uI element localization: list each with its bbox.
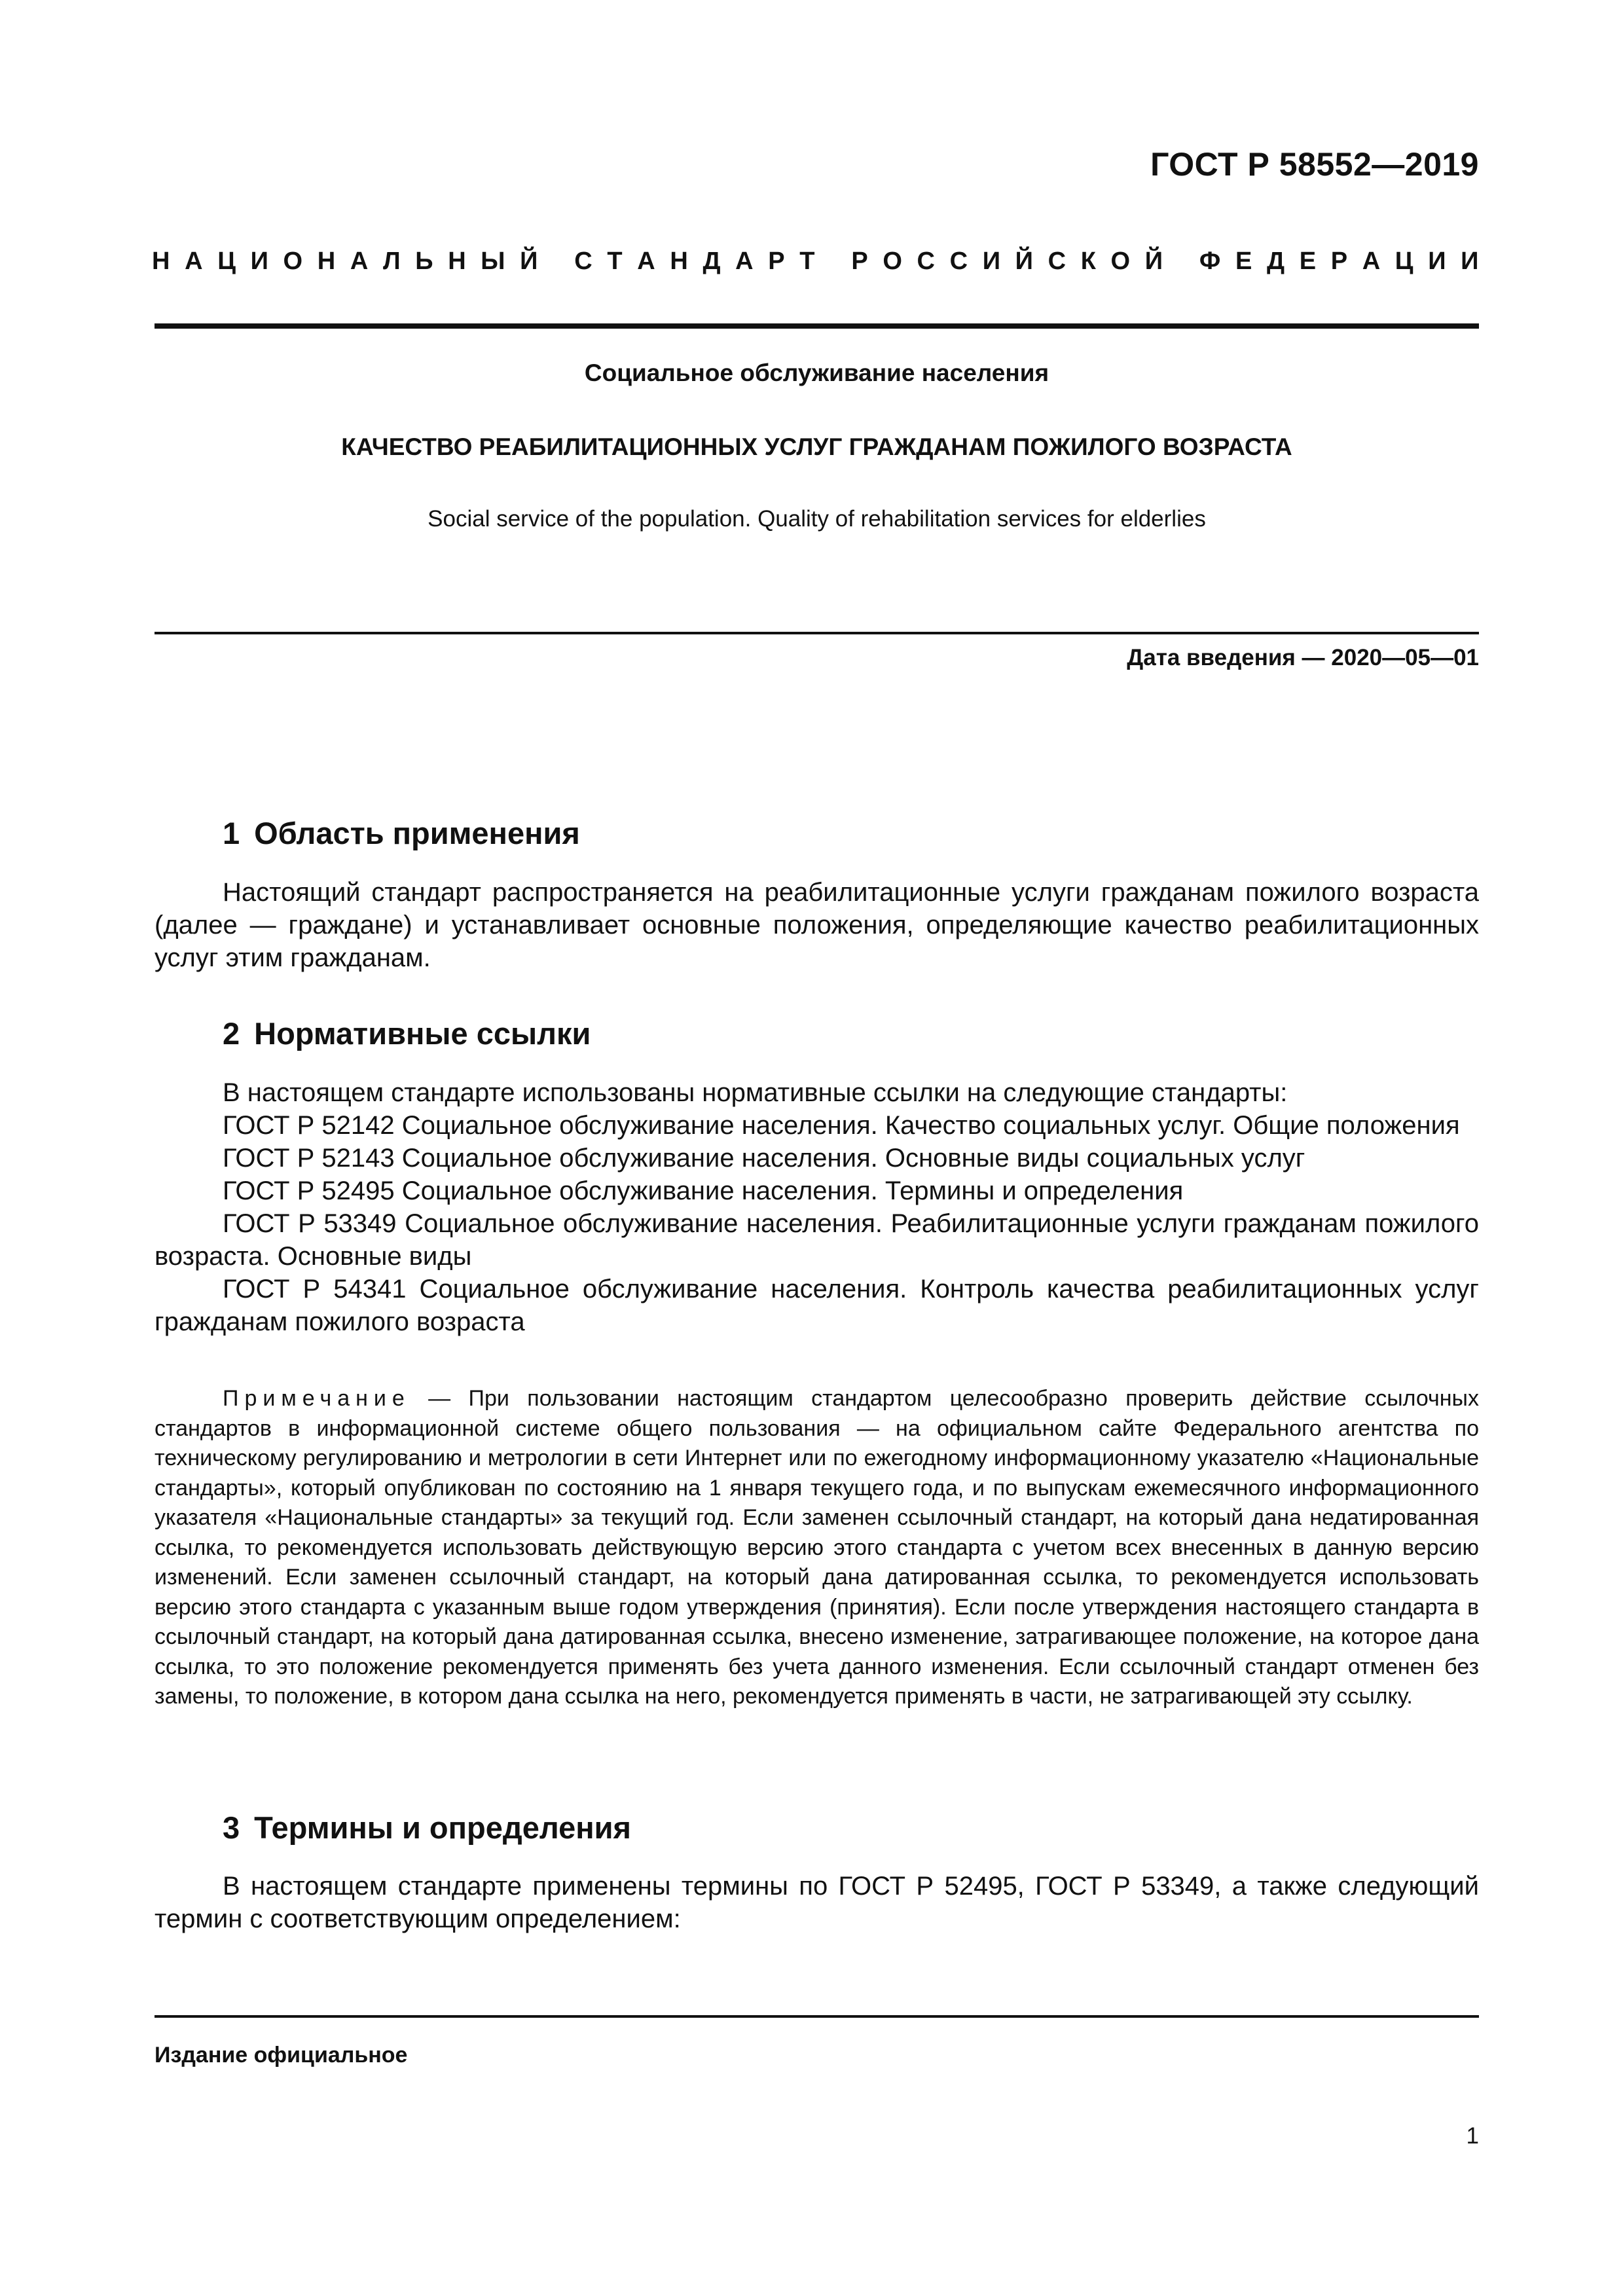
banner-letter: О [283,247,303,275]
banner-letter: Т [799,247,815,275]
reference-item: ГОСТ Р 53349 Социальное обслуживание населения. Реабилитационные услуги гражданам пожилого возраста. Основные виды [155,1209,1479,1271]
page-number: 1 [1466,2123,1479,2149]
banner-letter: Й [520,247,538,275]
banner-letter: С [949,247,968,275]
banner-letter: Ф [1199,247,1221,275]
banner-letter: И [250,247,268,275]
banner-letter [1178,247,1185,276]
banner-letter: С [574,247,593,275]
banner-letter: А [637,247,655,275]
banner-letter: А [350,247,369,275]
section-3-title: Термины и определения [254,1810,631,1845]
reference-item: ГОСТ Р 52142 Социальное обслуживание населения. Качество социальных услуг. Общие положения [223,1111,1460,1140]
introduction-date: Дата введения — 2020—05—01 [1127,645,1479,670]
section-2-title: Нормативные ссылки [254,1016,591,1051]
title-rule [155,632,1479,634]
banner-letter: Ц [217,247,236,275]
banner-letter: И [1428,247,1446,275]
national-standard-banner [152,247,1479,276]
banner-letter: Л [382,247,401,275]
standard-title-english: Social service of the population. Quality of rehabilitation services for elderlies [428,506,1206,532]
reference-item: ГОСТ Р 52143 Социальное обслуживание населения. Основные виды социальных услуг [223,1144,1305,1173]
banner-letter: А [735,247,754,275]
banner-letter: К [1080,247,1096,275]
section-1-heading [223,815,580,851]
footer-rule [155,2015,1479,2018]
section-1-body [155,876,1479,974]
banner-letter: Е [1235,247,1252,275]
banner-letter: С [917,247,935,275]
banner-letter: С [1048,247,1067,275]
banner-letter: О [1110,247,1131,275]
banner-letter: Н [152,247,170,275]
banner-letter: Д [702,247,721,275]
banner-letter: Е [1299,247,1317,275]
references-intro: В настоящем стандарте использованы нормативные ссылки на следующие стандарты: [223,1078,1288,1107]
banner-letter: Н [317,247,336,275]
banner-letter: Н [670,247,688,275]
standard-title: КАЧЕСТВО РЕАБИЛИТАЦИОННЫХ УСЛУГ ГРАЖДАНАМ ПОЖИЛОГО ВОЗРАСТА [341,433,1292,460]
banner-letter: Д [1266,247,1285,275]
reference-item: ГОСТ Р 54341 Социальное обслуживание населения. Контроль качества реабилитационных услуг гражданам пожилого возраста [155,1275,1479,1336]
banner-letter: И [1461,247,1479,275]
banner-letter: А [185,247,203,275]
banner-letter: Ь [415,247,433,275]
section-3-body [155,1870,1479,1935]
banner-letter: О [883,247,902,275]
banner-letter: Й [1015,247,1033,275]
section-1-paragraph: Настоящий стандарт распространяется на реабилитационные услуги гражданам пожилого возраста (далее — граждане) и устанавливает основные положения, определяющие качество реабилитационных услуг этим гражданам. [155,878,1479,972]
banner-letter: Р [1330,247,1348,275]
section-2-number: 2 [223,1016,240,1051]
section-3-paragraph: В настоящем стандарте применены термины по ГОСТ Р 52495, ГОСТ Р 53349, а также следующий термин с соответствующим определением: [155,1872,1479,1933]
banner-letter: Й [1144,247,1163,275]
section-1-title: Область применения [254,816,580,850]
note-label: Примечание [223,1386,410,1411]
document-number: ГОСТ Р 58552—2019 [1150,146,1479,183]
edition-label: Издание официальное [155,2043,408,2068]
banner-letter: Т [607,247,623,275]
subject-heading: Социальное обслуживание населения [584,359,1049,386]
banner-letter: И [982,247,1001,275]
banner-letter [830,247,837,276]
note-text: — При пользовании настоящим стандартом целесообразно проверить действие ссылочных стандартов в информационной системе общего пользования — на официальном сайте Федерального агентства по техническому регулированию и метрологии в сети Интернет или по ежегодному информационному указателю «Национальные стандарты», который опубликован по состоянию на 1 января текущего года, и по выпускам ежемесячного информационного указателя «Национальные стандарты» за текущий год. Если заменен ссылочный стандарт, на который дана недатированная ссылка, то рекомендуется использовать действующую версию этого стандарта с учетом всех внесенных в данную версию изменений. Если заменен ссылочный стандарт, на который дана датированная ссылка, то рекомендуется использовать версию этого стандарта с указанным выше годом утверждения (принятия). Если после утверждения настоящего стандарта в ссылочный стандарт, на который дана датированная ссылка, внесено изменение, затрагивающее положение, на которое дана ссылка, то это положение рекомендуется применять без учета данного изменения. Если ссылочный стандарт отменен без замены, то положение, в котором дана ссылка на него, рекомендуется применять в части, не затрагивающей эту ссылку. [155,1386,1479,1709]
banner-letter: А [1362,247,1381,275]
banner-letter: Ы [481,247,505,275]
banner-letter [553,247,560,276]
section-1-number: 1 [223,816,240,850]
reference-item: ГОСТ Р 52495 Социальное обслуживание населения. Термины и определения [223,1176,1184,1205]
banner-letter: Н [448,247,466,275]
section-2-body [155,1076,1479,1338]
banner-letter: Ц [1395,247,1413,275]
section-3-heading [223,1810,631,1846]
header-rule [155,323,1479,329]
section-3-number: 3 [223,1810,240,1845]
banner-letter: Р [851,247,868,275]
banner-letter: Р [768,247,785,275]
section-2-heading [223,1015,591,1051]
note-paragraph [155,1384,1479,1712]
